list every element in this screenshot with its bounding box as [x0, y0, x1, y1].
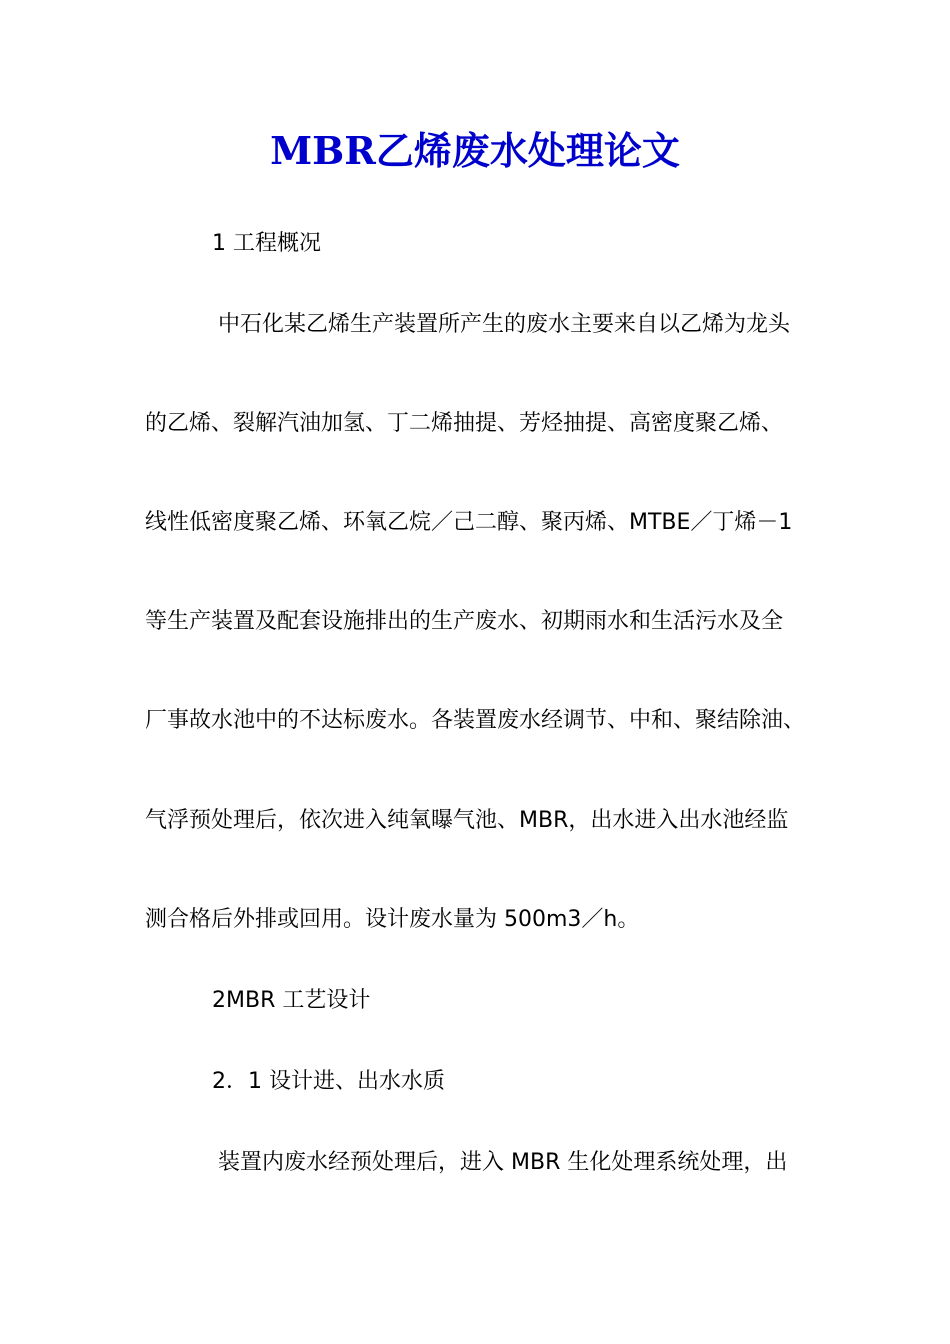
- paragraph-line: 气浮预处理后，依次进入纯氧曝气池、MBR，出水进入出水池经监: [145, 808, 789, 833]
- paragraph-line: 测合格后外排或回用。设计废水量为 500m3／h。: [145, 907, 640, 932]
- section-heading-1: 1 工程概况: [212, 231, 321, 256]
- document-title: MBR乙烯废水处理论文: [270, 128, 680, 173]
- paragraph-line: 的乙烯、裂解汽油加氢、丁二烯抽提、芳烃抽提、高密度聚乙烯、: [145, 411, 784, 436]
- section-heading-2: 2MBR 工艺设计: [212, 988, 371, 1013]
- paragraph-line: 装置内废水经预处理后，进入 MBR 生化处理系统处理，出: [218, 1150, 788, 1175]
- paragraph-line: 线性低密度聚乙烯、环氧乙烷／己二醇、聚丙烯、MTBE／丁烯－1: [145, 510, 793, 535]
- subsection-heading-2-1: 2．1 设计进、出水水质: [212, 1069, 445, 1094]
- paragraph-line: 中石化某乙烯生产装置所产生的废水主要来自以乙烯为龙头: [218, 312, 791, 337]
- paragraph-line: 等生产装置及配套设施排出的生产废水、初期雨水和生活污水及全: [145, 609, 784, 634]
- paragraph-line: 厂事故水池中的不达标废水。各装置废水经调节、中和、聚结除油、: [145, 708, 806, 733]
